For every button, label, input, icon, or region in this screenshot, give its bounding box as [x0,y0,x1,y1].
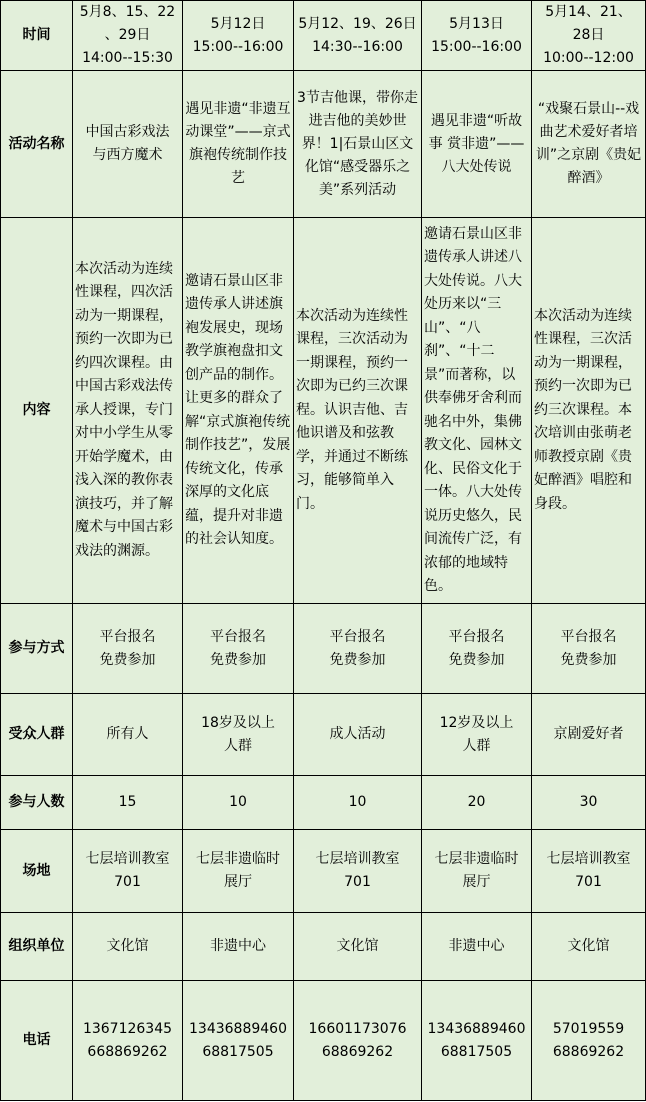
row-organizer [1,913,646,981]
row-name [1,71,646,218]
cell-time: 5月14、21、 28日 10:00--12:00 [532,1,646,71]
cell-count: 30 [532,776,646,830]
row-label-audience: 受众人群 [1,694,73,776]
cell-phone: 57019559 68869262 [532,981,646,1101]
cell-time: 5月12日 15:00--16:00 [183,1,294,71]
cell-audience: 所有人 [73,694,183,776]
cell-activity-name: 3节吉他课，带你走进吉他的美妙世界！1|石景山区文化馆“感受器乐之美”系列活动 [294,71,422,218]
row-phone [1,981,646,1101]
cell-activity-name: 遇见非遗“非遗互动课堂”——京式旗袍传统制作技艺 [183,71,294,218]
cell-organizer: 文化馆 [73,913,183,981]
row-content [1,218,646,604]
cell-time: 5月13日 15:00--16:00 [422,1,532,71]
row-audience [1,694,646,776]
cell-organizer: 非遗中心 [183,913,294,981]
cell-organizer: 非遗中心 [422,913,532,981]
cell-time: 5月8、15、22 、29日 14:00--15:30 [73,1,183,71]
cell-activity-name: 中国古彩戏法 与西方魔术 [73,71,183,218]
row-label-phone: 电话 [1,981,73,1101]
row-label-count: 参与人数 [1,776,73,830]
cell-count: 20 [422,776,532,830]
cell-phone: 16601173076 68869262 [294,981,422,1101]
cell-activity-name: “戏聚石景山--戏曲艺术爱好者培训”之京剧《贵妃醉酒》 [532,71,646,218]
cell-content: 邀请石景山区非遗传承人讲述旗袍发展史，现场教学旗袍盘扣文创产品的制作。让更多的群众了解“京式旗袍传统制作技艺”，发展传统文化，传承深厚的文化底蕴，提升对非遗的社会认知度。 [183,218,294,604]
cell-content: 本次活动为连续性课程，三次活动为一期课程，预约一次即为已约三次课程。认识吉他、吉他识谱及和弦教学，并通过不断练习，能够简单入门。 [294,218,422,604]
row-label-method: 参与方式 [1,604,73,694]
cell-organizer: 文化馆 [294,913,422,981]
cell-method: 平台报名 免费参加 [73,604,183,694]
row-label-name: 活动名称 [1,71,73,218]
row-label-venue: 场地 [1,830,73,913]
cell-count: 15 [73,776,183,830]
cell-method: 平台报名 免费参加 [183,604,294,694]
cell-audience: 18岁及以上 人群 [183,694,294,776]
cell-venue: 七层非遗临时 展厅 [422,830,532,913]
cell-method: 平台报名 免费参加 [422,604,532,694]
cell-phone: 1367126345 668869262 [73,981,183,1101]
cell-method: 平台报名 免费参加 [294,604,422,694]
cell-venue: 七层培训教室 701 [294,830,422,913]
row-label-time: 时间 [1,1,73,71]
row-time [1,1,646,71]
cell-venue: 七层非遗临时 展厅 [183,830,294,913]
row-method [1,604,646,694]
row-count [1,776,646,830]
cell-content: 本次活动为连续性课程，三次活动为一期课程，预约一次即为已约三次课程。本次培训由张萌老师教授京剧《贵妃醉酒》唱腔和身段。 [532,218,646,604]
cell-phone: 13436889460 68817505 [183,981,294,1101]
cell-venue: 七层培训教室 701 [73,830,183,913]
row-venue [1,830,646,913]
cell-audience: 成人活动 [294,694,422,776]
cell-phone: 13436889460 68817505 [422,981,532,1101]
row-label-content: 内容 [1,218,73,604]
row-label-organizer: 组织单位 [1,913,73,981]
cell-count: 10 [294,776,422,830]
cell-audience: 京剧爱好者 [532,694,646,776]
cell-venue: 七层培训教室 701 [532,830,646,913]
cell-activity-name: 遇见非遗“听故事 赏非遗”——八大处传说 [422,71,532,218]
cell-organizer: 文化馆 [532,913,646,981]
cell-audience: 12岁及以上 人群 [422,694,532,776]
cell-method: 平台报名 免费参加 [532,604,646,694]
cell-content: 邀请石景山区非遗传承人讲述八大处传说。八大处历来以“三山”、“八刹”、“十二景”而著称，以供奉佛牙舍利而驰名中外，集佛教文化、园林文化、民俗文化于一体。八大处传说历史悠久，民间流传广泛，有浓郁的地域特色。 [422,218,532,604]
cell-time: 5月12、19、26日 14:30--16:00 [294,1,422,71]
cell-count: 10 [183,776,294,830]
cell-content: 本次活动为连续性课程，四次活动为一期课程，预约一次即为已约四次课程。由中国古彩戏法传承人授课，专门对中小学生从零开始学魔术，由浅入深的教你表演技巧，并了解魔术与中国古彩戏法的渊源。 [73,218,183,604]
